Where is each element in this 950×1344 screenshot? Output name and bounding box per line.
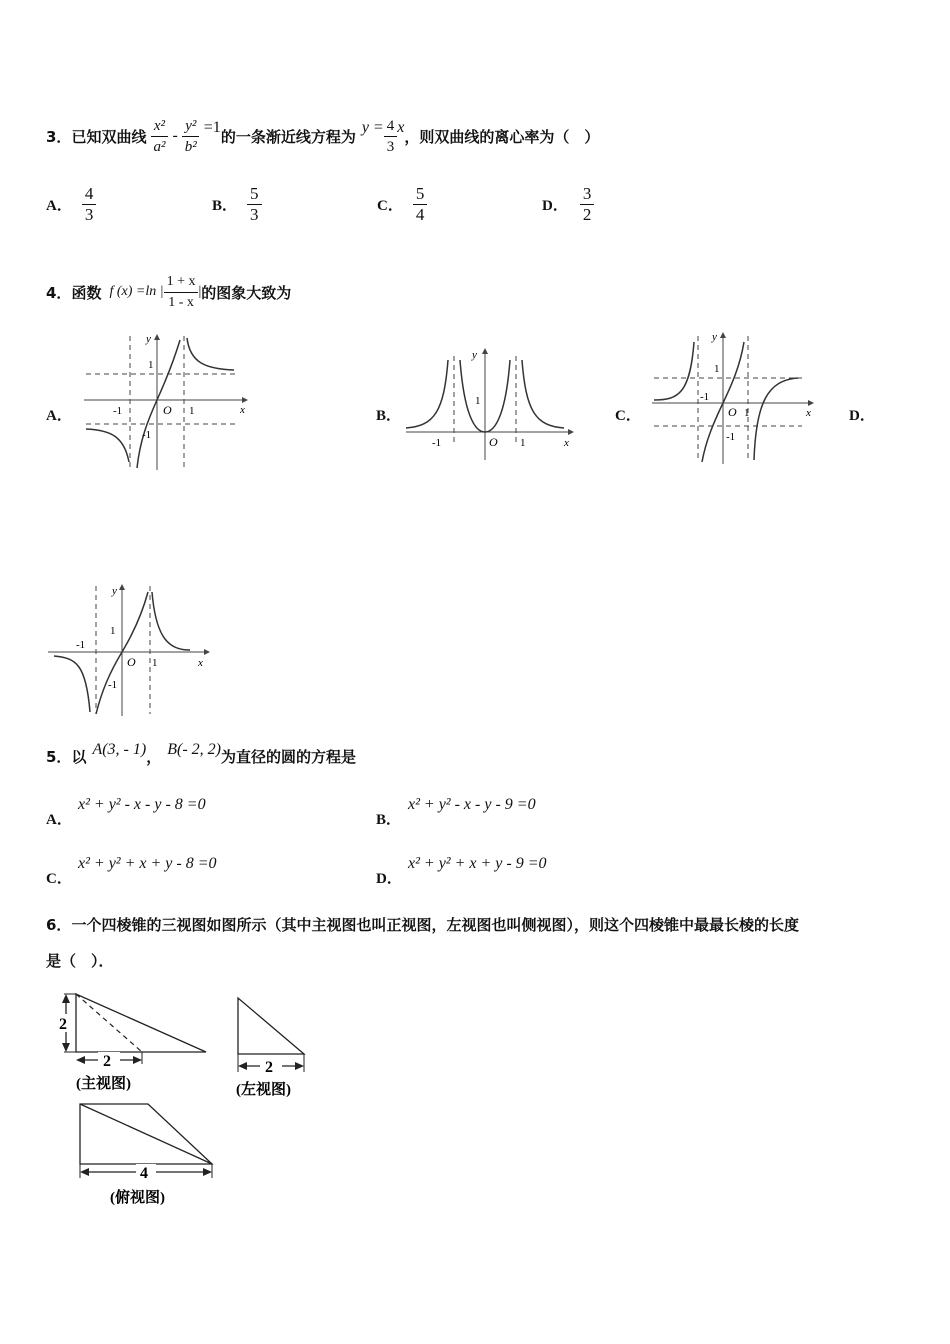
q4-graph-c[interactable]: [650, 330, 820, 466]
q3-asym-num: 4: [384, 116, 398, 137]
q3-option-d-num: 3: [580, 184, 595, 205]
q6-stem-line2: 是（ ）．: [46, 952, 114, 970]
q4-c-yneg1: -1: [726, 431, 736, 443]
q4-frac-num: 1 + x: [164, 272, 199, 293]
q3-option-b-num: 5: [247, 184, 262, 205]
q5-option-c-eq: x² + y² + x + y - 8 =0: [78, 855, 217, 872]
q4-option-b-label[interactable]: B．: [376, 408, 402, 424]
q3-option-d[interactable]: [542, 184, 594, 225]
q3-b2: b²: [184, 138, 197, 155]
q3-asym-frac: [384, 116, 398, 157]
q3-option-a-frac: [82, 184, 97, 225]
q5-number: 5．: [46, 747, 72, 766]
q3-minus: -: [172, 127, 178, 144]
q5-comma: ，: [146, 747, 162, 766]
q6-front-width: 2: [103, 1053, 111, 1070]
q5-option-c-label: C．: [46, 871, 72, 887]
q3-y2: y²: [185, 117, 197, 134]
q5-option-d[interactable]: [376, 855, 676, 885]
q4-pre-text: 函数: [71, 283, 102, 302]
q3-option-a-den: 3: [84, 205, 94, 224]
q3-option-b[interactable]: [212, 184, 262, 225]
q3-eq1: =1: [203, 119, 221, 136]
q3-option-d-label: D．: [542, 198, 568, 214]
q3-option-b-den: 3: [250, 205, 259, 224]
q4-c-x1: 1: [744, 407, 750, 419]
q5-pre-text: 以: [71, 747, 87, 766]
q5-option-a-label: A．: [46, 812, 72, 828]
q3-option-d-frac: [580, 184, 595, 225]
q4-d-y1: 1: [110, 625, 116, 637]
q4-post-text: 的图象大致为: [201, 283, 292, 302]
q4-a-x-label: x: [240, 404, 245, 416]
q5-option-c[interactable]: [46, 855, 346, 885]
q4-b-y-label: y: [472, 349, 477, 361]
q6-side-view: [230, 992, 320, 1104]
q4-option-c-label[interactable]: C．: [615, 408, 641, 424]
q4-c-xneg1: -1: [700, 391, 710, 403]
q6-number: 6．: [46, 916, 72, 934]
q4-c-origin: O: [728, 405, 737, 419]
q4-b-y1: 1: [475, 395, 481, 407]
q5-point-a: A(3, - 1): [92, 741, 147, 758]
q3-option-c-frac: [413, 184, 428, 225]
q3-asym-var: x: [397, 119, 405, 136]
q6-side-caption: (左视图): [236, 1082, 291, 1098]
q3-option-c[interactable]: [377, 184, 427, 225]
q4-abs-bar: |: [198, 284, 202, 299]
q3-frac-y: [182, 116, 200, 157]
q3-stem: [46, 106, 599, 166]
q3-option-d-den: 2: [582, 205, 592, 224]
q6-top-caption: (俯视图): [110, 1190, 165, 1206]
q4-a-x1: 1: [189, 405, 195, 417]
q3-option-c-label: C．: [377, 198, 403, 214]
q4-d-y-label: y: [112, 585, 117, 597]
q3-option-a-num: 4: [82, 184, 97, 205]
q4-d-x-label: x: [198, 657, 203, 669]
q4-stem: [46, 270, 291, 314]
q5-option-a-eq: x² + y² - x - y - 8 =0: [78, 796, 206, 813]
q4-number: 4．: [46, 283, 72, 302]
q4-a-xneg1: -1: [113, 405, 123, 417]
q4-graph-a[interactable]: [80, 330, 252, 472]
q4-d-origin: O: [127, 655, 136, 669]
q4-a-origin: O: [163, 403, 172, 417]
q4-graph-b[interactable]: [404, 342, 578, 462]
q3-option-a[interactable]: [46, 184, 96, 225]
q3-option-b-frac: [247, 184, 262, 225]
q3-asym-lhs: y =: [361, 119, 384, 136]
q4-frac-den: 1 - x: [168, 294, 194, 310]
q6-top-view: [72, 1100, 218, 1212]
q6-top-width: 4: [140, 1165, 148, 1182]
q4-b-x1: 1: [520, 437, 526, 449]
q6-side-width: 2: [265, 1059, 273, 1076]
q4-d-x1: 1: [152, 657, 158, 669]
q5-stem: [46, 738, 356, 774]
q6-line1-text: 一个四棱锥的三视图如图所示（其中主视图也叫正视图，左视图也叫侧视图），则这个四棱锥中最最长棱的长度: [71, 916, 799, 934]
q3-x2: x²: [153, 117, 166, 134]
q4-a-y-label: y: [146, 333, 151, 345]
q4-b-origin: O: [489, 435, 498, 449]
q5-option-b[interactable]: [376, 796, 676, 826]
q5-point-b: B(- 2, 2): [167, 741, 221, 758]
q4-c-y1: 1: [714, 363, 720, 375]
q3-option-c-den: 4: [415, 205, 425, 224]
q4-c-y-label: y: [712, 331, 717, 343]
q3-a2: a²: [153, 138, 166, 155]
q3-option-b-label: B．: [212, 198, 238, 214]
q4-graph-d[interactable]: [46, 580, 216, 718]
q3-post-text: ，则双曲线的离心率为（ ）: [404, 127, 600, 146]
q4-d-xneg1: -1: [76, 639, 86, 651]
q6-front-caption: (主视图): [76, 1076, 131, 1092]
q4-option-d-label[interactable]: D．: [849, 408, 875, 424]
q4-a-yneg1: -1: [142, 429, 152, 441]
q3-option-a-label: A．: [46, 198, 72, 214]
q3-number: 3．: [46, 127, 72, 146]
q4-b-xneg1: -1: [432, 437, 442, 449]
q5-option-a[interactable]: [46, 796, 346, 826]
q5-option-d-label: D．: [376, 871, 402, 887]
q6-stem-line1: [46, 914, 799, 935]
q6-front-height: 2: [59, 1016, 67, 1033]
q5-option-b-eq: x² + y² - x - y - 9 =0: [408, 796, 536, 813]
q3-mid-text: 的一条渐近线方程为: [220, 127, 356, 146]
q5-option-d-eq: x² + y² + x + y - 9 =0: [408, 855, 547, 872]
q3-pre-text: 已知双曲线: [71, 127, 147, 146]
q4-b-x-label: x: [564, 437, 569, 449]
q3-frac-x: [150, 116, 168, 157]
q5-post-text: 为直径的圆的方程是: [221, 747, 357, 766]
q4-frac: [164, 272, 202, 313]
q4-option-a-label[interactable]: A．: [46, 408, 72, 424]
q5-option-b-label: B．: [376, 812, 402, 828]
q6-front-view: [54, 988, 214, 1096]
q3-option-c-num: 5: [413, 184, 428, 205]
q4-c-x-label: x: [806, 407, 811, 419]
q4-fx: f (x) =ln |: [109, 284, 164, 299]
q4-d-yneg1: -1: [108, 679, 118, 691]
q4-a-y1: 1: [148, 359, 154, 371]
q3-asym-den: 3: [386, 138, 395, 155]
